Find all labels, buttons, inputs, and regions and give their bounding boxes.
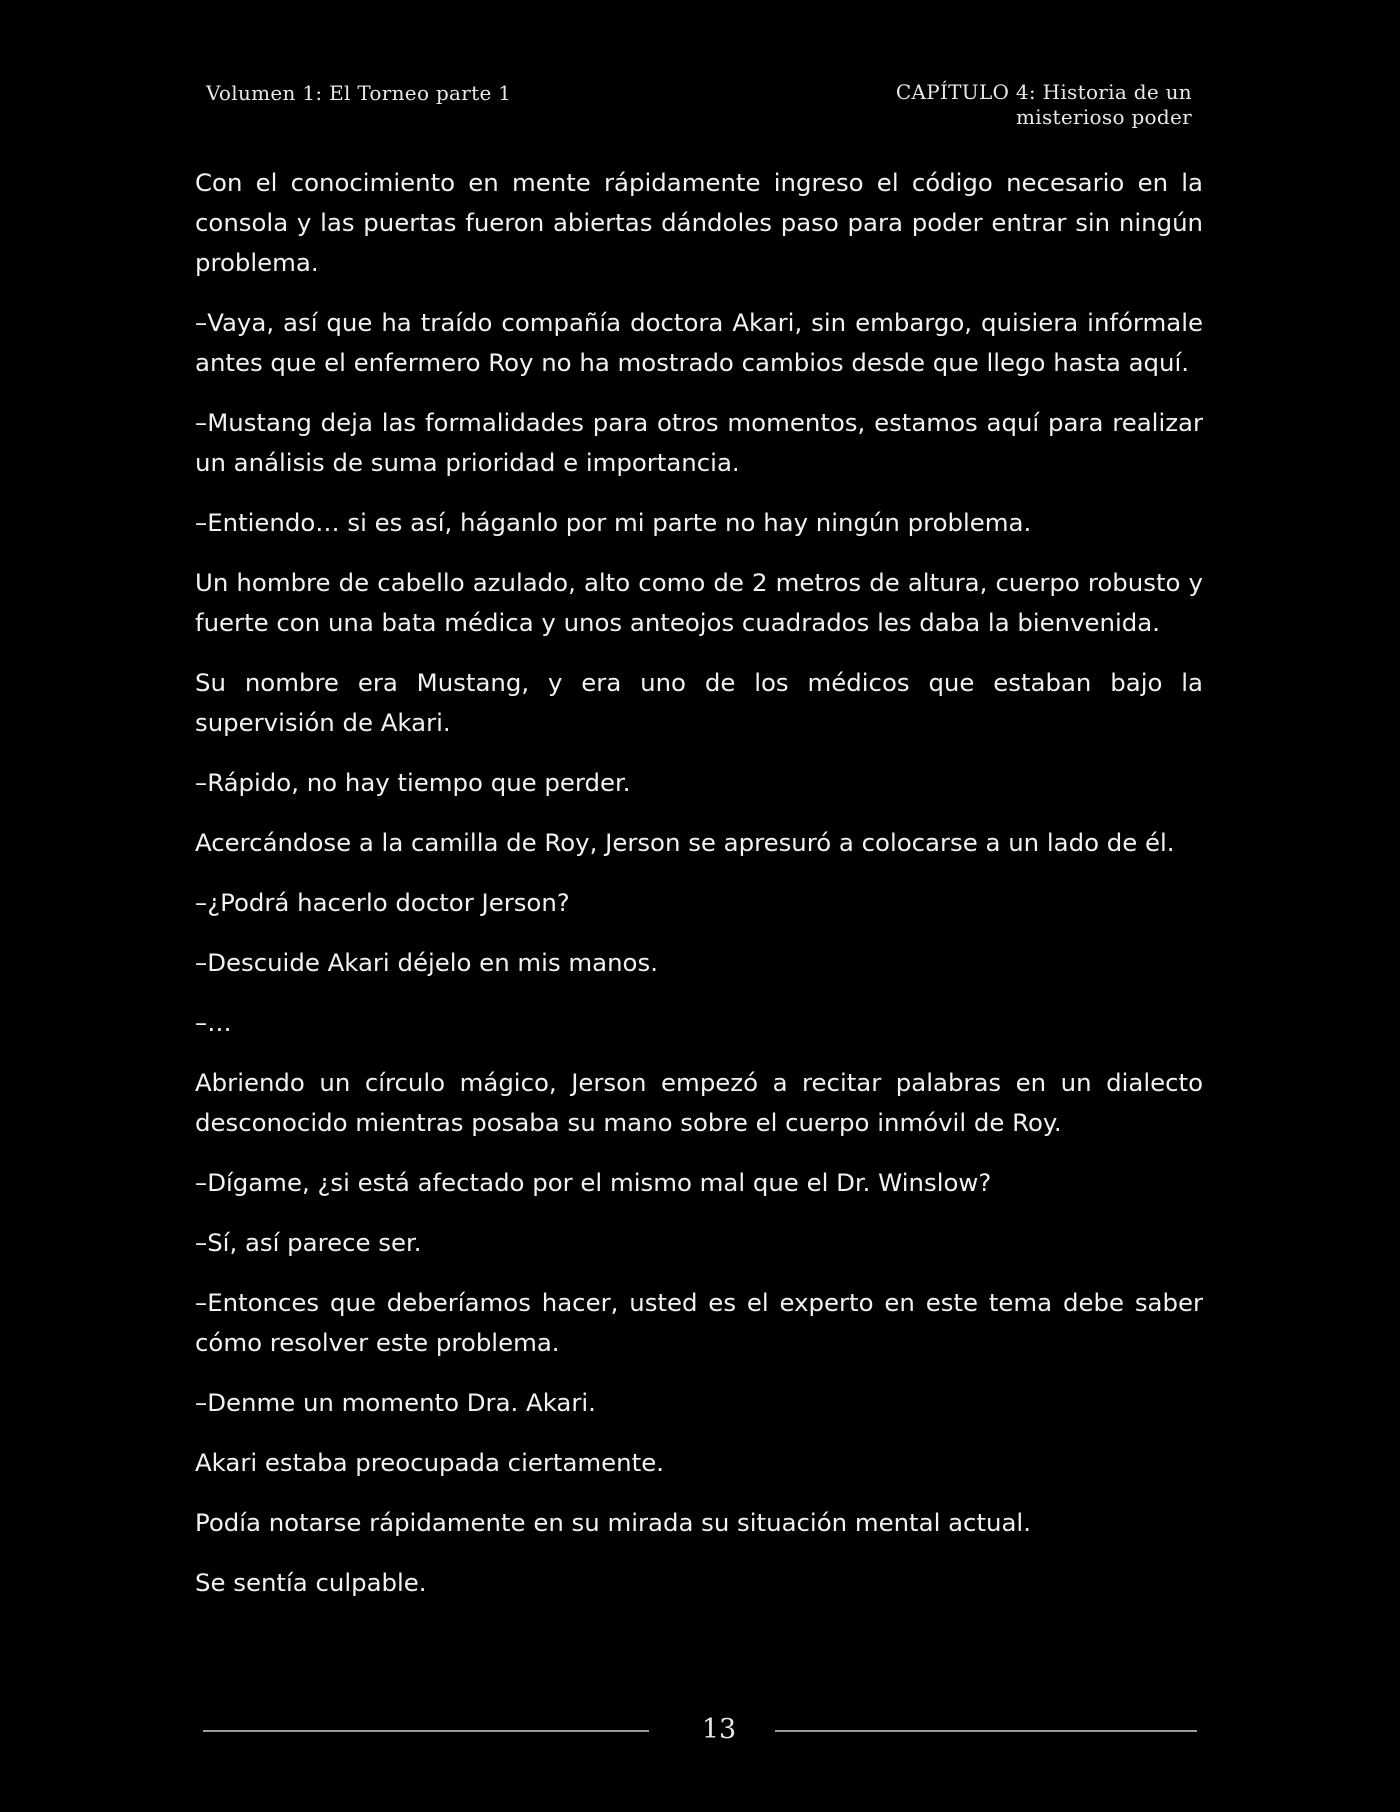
chapter-title-line-2: misterioso poder: [1015, 105, 1192, 129]
paragraph: –Entonces que deberíamos hacer, usted es el experto en este tema debe saber cómo resolver este problema.: [195, 1288, 1203, 1357]
page-footer: [203, 1712, 1197, 1752]
paragraph: –…: [195, 1008, 232, 1037]
volume-title: Volumen 1: El Torneo parte 1: [206, 81, 512, 105]
paragraph: –Denme un momento Dra. Akari.: [195, 1388, 596, 1417]
paragraph: Abriendo un círculo mágico, Jerson empezó a recitar palabras en un dialecto desconocido mientras posaba su mano sobre el cuerpo inmóvil de Roy.: [195, 1068, 1203, 1137]
paragraph: Akari estaba preocupada ciertamente.: [195, 1448, 664, 1477]
page-number: 13: [701, 1714, 737, 1745]
paragraph: –Vaya, así que ha traído compañía doctora Akari, sin embargo, quisiera infórmale antes que el enfermero Roy no ha mostrado cambios desde que llego hasta aquí.: [195, 308, 1203, 377]
paragraph: –Sí, así parece ser.: [195, 1228, 422, 1257]
paragraph: –¿Podrá hacerlo doctor Jerson?: [195, 888, 570, 917]
body-text: [195, 163, 1203, 1623]
paragraph: –Rápido, no hay tiempo que perder.: [195, 768, 631, 797]
paragraph: –Dígame, ¿si está afectado por el mismo mal que el Dr. Winslow?: [195, 1168, 992, 1197]
chapter-title: [852, 80, 1192, 130]
paragraph: Un hombre de cabello azulado, alto como de 2 metros de altura, cuerpo robusto y fuerte con una bata médica y unos anteojos cuadrados les daba la bienvenida.: [195, 568, 1203, 637]
footer-rule-left: [203, 1730, 649, 1732]
paragraph: –Entiendo… si es así, háganlo por mi parte no hay ningún problema.: [195, 508, 1032, 537]
paragraph: Podía notarse rápidamente en su mirada su situación mental actual.: [195, 1508, 1031, 1537]
paragraph: Su nombre era Mustang, y era uno de los médicos que estaban bajo la supervisión de Akari.: [195, 668, 1203, 737]
running-header: [206, 80, 1192, 140]
chapter-title-line-1: CAPÍTULO 4: Historia de un: [895, 80, 1192, 104]
paragraph: –Mustang deja las formalidades para otros momentos, estamos aquí para realizar un análisis de suma prioridad e importancia.: [195, 408, 1203, 477]
paragraph: Se sentía culpable.: [195, 1568, 427, 1597]
paragraph: Con el conocimiento en mente rápidamente ingreso el código necesario en la consola y las puertas fueron abiertas dándoles paso para poder entrar sin ningún problema.: [195, 168, 1203, 277]
paragraph: –Descuide Akari déjelo en mis manos.: [195, 948, 658, 977]
footer-rule-right: [775, 1730, 1197, 1732]
paragraph: Acercándose a la camilla de Roy, Jerson se apresuró a colocarse a un lado de él.: [195, 828, 1175, 857]
